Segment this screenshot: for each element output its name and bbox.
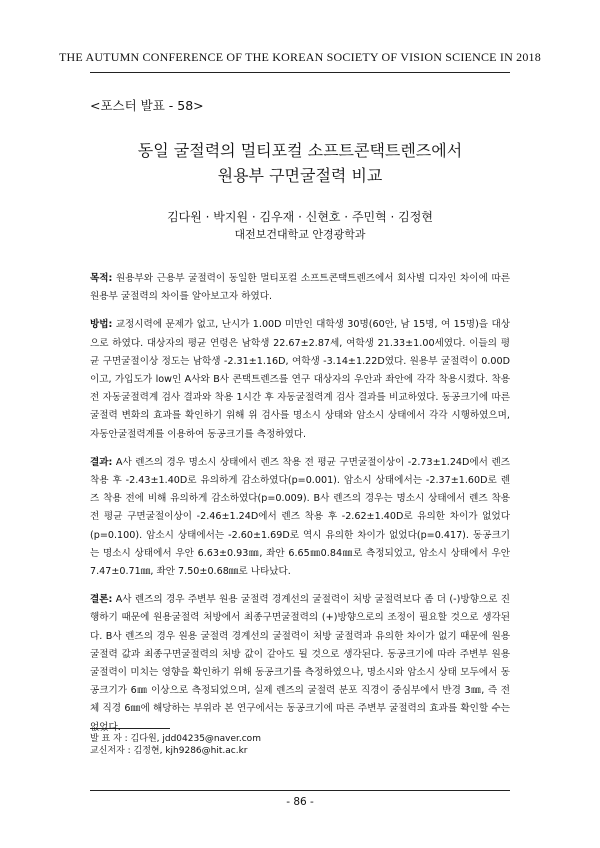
method-paragraph: [90, 316, 510, 443]
conclusion-paragraph: [90, 591, 510, 737]
footnote-rule: [90, 728, 170, 729]
abstract-body: [90, 270, 510, 747]
conclusion-text: A사 렌즈의 경우 주변부 원용 굴절력 경계선의 굴절력이 처방 굴절력보다 좀 더 (-)방향으로 진행하기 때문에 원용굴절력 처방에서 최종구면굴절력의 (+)방향으로의 조정이 필요할 것으로 생각된다. B사 렌즈의 경우 원용 굴절력 경계선의 굴절력이 처방 굴절력과 유의한 차이가 없기 때문에 원용굴절력 값과 최종구면굴절력의 처방 값이 같아도 될 것으로 생각된다. 동공크기에 따라 주변부 원용 굴절력이 미치는 영향을 확인하기 위해 동공크기를 측정하였으나, 명소시와 암소시 상태 모두에서 동공크기가 6㎜ 이상으로 측정되었으며, 실제 렌즈의 굴절력 분포 직경이 중심부에서 반경 3㎜, 즉 전체 직경 6㎜에 해당하는 부위라 본 연구에서는 동공크기에 따른 주변부 굴절력의 효과를 확인할 수는 없었다.: [90, 594, 510, 733]
corresponding-footnote: 교신저자 : 김정현, kjh9286@hit.ac.kr: [90, 746, 248, 756]
page-number: - 86 -: [286, 796, 314, 808]
result-label: 결과:: [90, 456, 113, 468]
header-rule: [90, 72, 510, 73]
conference-header: THE AUTUMN CONFERENCE OF THE KOREAN SOCIETY OF VISION SCIENCE IN 2018: [59, 50, 541, 64]
paper-title-line-1: 동일 굴절력의 멀티포컬 소프트콘택트렌즈에서: [137, 141, 463, 160]
paper-title-line-2: 원용부 구면굴절력 비교: [217, 166, 383, 185]
result-text: A사 렌즈의 경우 명소시 상태에서 렌즈 착용 전 평균 구면굴절이상이 -2.73±1.24D에서 렌즈 착용 후 -2.43±1.40D로 유의하게 감소하였다(p=0.001). 암소시 상태에서는 -2.37±1.60D로 렌즈 착용 전에 비해 유의하게 감소하였다(p=0.009). B사 렌즈의 경우는 명소시 상태에서 렌즈 착용 전 평균 구면굴절이상이 -2.46±1.24D에서 렌즈 착용 후 -2.62±1.40D로 유의한 차이가 없었다(p=0.100). 암소시 상태에서는 -2.60±1.69D로 역시 유의한 차이가 없었다(p=0.417). 동공크기는 명소시 상태에서 우안 6.63±0.93㎜, 좌안 6.65㎜0.84㎜로 측정되었고, 암소시 상태에서 우안 7.47±0.71㎜, 좌안 7.50±0.68㎜로 나타났다.: [90, 456, 510, 578]
poster-label: <포스터 발표 - 58>: [90, 98, 204, 113]
footer-rule: [90, 790, 510, 791]
purpose-label: 목적:: [90, 273, 113, 284]
method-label: 방법:: [90, 319, 113, 331]
purpose-text: 원용부와 근용부 굴절력이 동일한 멀티포컬 소프트콘택트렌즈에서 회사별 디자인 차이에 따른 원용부 굴절력의 차이를 알아보고자 하였다.: [90, 273, 510, 303]
result-paragraph: [90, 454, 510, 581]
affiliation: 대전보건대학교 안경광학과: [234, 228, 366, 241]
conclusion-label: 결론:: [90, 594, 113, 606]
purpose-paragraph: [90, 270, 510, 306]
presenter-footnote: 발 표 자 : 김다원, jdd04235@naver.com: [90, 734, 261, 744]
author-list: 김다원 · 박지원 · 김우재 · 신현호 · 주민혁 · 김정현: [167, 210, 433, 224]
method-text: 교정시력에 문제가 없고, 난시가 1.00D 미만인 대학생 30명(60안, 남 15명, 여 15명)을 대상으로 하였다. 대상자의 평균 연령은 남학생 22.67±2.87세, 여학생 21.33±1.00세였다. 이들의 평균 구면굴절이상 정도는 남학생 -2.31±1.16D, 여학생 -3.14±1.22D였다. 원용부 굴절력이 0.00D이고, 가입도가 low인 A사와 B사 콘택트렌즈를 연구 대상자의 우안과 좌안에 각각 착용시켰다. 착용 전 자동굴절력계 검사 결과와 착용 1시간 후 자동굴절력계 검사 결과를 비교하였다. 동공크기에 따른 굴절력 변화의 효과를 확인하기 위해 위 검사를 명소시 상태와 암소시 상태에서 각각 시행하였으며, 자동안굴절력계를 이용하여 동공크기를 측정하였다.: [90, 319, 510, 440]
